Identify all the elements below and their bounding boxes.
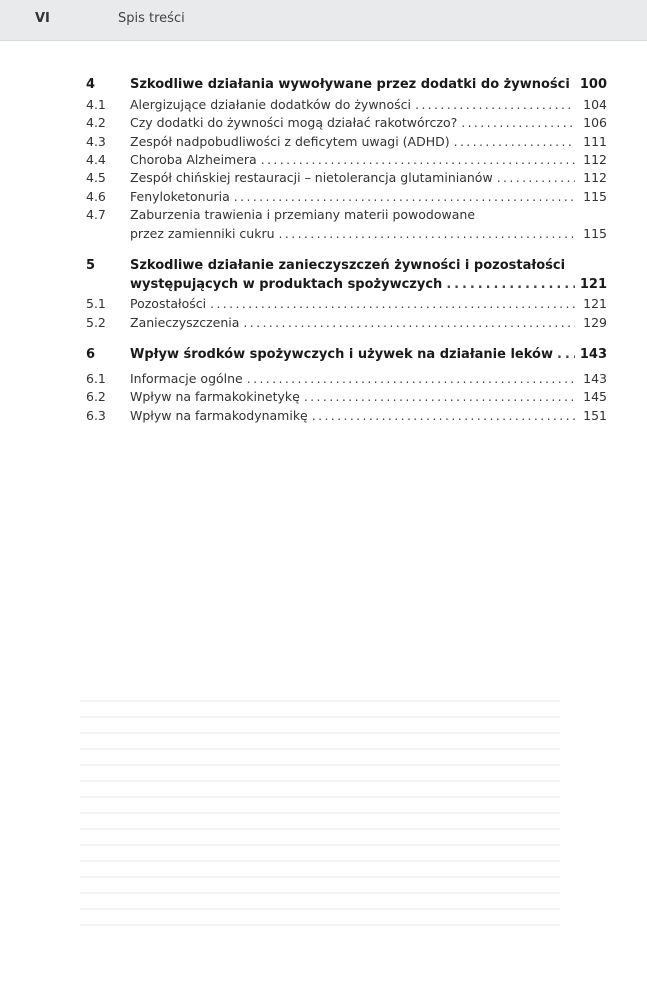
toc-entry xyxy=(86,225,607,243)
toc-page-number: 112 xyxy=(583,170,607,185)
toc-entry-number: 4.4 xyxy=(86,152,106,167)
toc-entry-title: Choroba Alzheimera xyxy=(130,152,257,167)
toc-entry-number: 5.2 xyxy=(86,315,106,330)
toc-page-number: 143 xyxy=(583,371,607,386)
toc-entry xyxy=(86,314,607,332)
toc-entry-title: Fenyloketonuria xyxy=(130,189,230,204)
toc-entry-title: Zanieczyszczenia xyxy=(130,315,240,330)
toc-entry-number: 6 xyxy=(86,347,96,362)
toc-entry-title: Szkodliwe działania wywoływane przez dodatki do żywności xyxy=(130,77,570,92)
toc-page-number: 145 xyxy=(583,389,607,404)
toc-entry-number: 4.2 xyxy=(86,115,106,130)
toc-page-number: 115 xyxy=(583,189,607,204)
toc-entry-title: Wpływ na farmakokinetykę xyxy=(130,389,300,404)
toc-entry-title: Wpływ środków spożywczych i używek na działanie leków xyxy=(130,347,553,362)
toc-entry xyxy=(86,407,607,425)
toc-entry-title: Zespół nadpobudliwości z deficytem uwagi (ADHD) xyxy=(130,134,450,149)
toc-leader-dots xyxy=(243,314,575,332)
toc-entry xyxy=(86,388,607,406)
toc-entry-number: 5 xyxy=(86,258,96,273)
toc-entry-title: Szkodliwe działanie zanieczyszczeń żywności i pozostałości xyxy=(130,258,566,273)
toc-entry xyxy=(86,151,607,169)
toc-page-number: 100 xyxy=(579,77,607,92)
toc-entry-number: 6.3 xyxy=(86,408,106,423)
toc-entry xyxy=(86,96,607,114)
toc-chapter-entry xyxy=(86,346,607,364)
toc-entry xyxy=(86,169,607,187)
toc-leader-dots xyxy=(446,276,575,294)
page-folio: VI xyxy=(35,11,50,26)
toc-entry-title: Alergizujące działanie dodatków do żywności xyxy=(130,97,411,112)
toc-entry-title: Wpływ na farmakodynamikę xyxy=(130,408,308,423)
toc-entry-title: przez zamienniki cukru xyxy=(130,226,275,241)
toc-entry-number: 4.5 xyxy=(86,170,106,185)
toc-leader-dots xyxy=(454,133,575,151)
toc-page-number: 115 xyxy=(583,226,607,241)
toc-page-number: 111 xyxy=(583,134,607,149)
page-header-band xyxy=(0,0,647,41)
toc-entry-number: 4 xyxy=(86,77,96,92)
toc-leader-dots xyxy=(210,295,575,313)
toc-chapter-entry xyxy=(86,276,607,294)
toc-entry xyxy=(86,188,607,206)
toc-entry xyxy=(86,295,607,313)
toc-entry-title: Zespół chińskiej restauracji – nietolerancja glutaminianów xyxy=(130,170,493,185)
toc-leader-dots xyxy=(415,96,575,114)
toc-entry-number: 4.7 xyxy=(86,207,106,222)
toc-page-number: 151 xyxy=(583,408,607,423)
toc-entry-number: 4.6 xyxy=(86,189,106,204)
toc-entry xyxy=(86,133,607,151)
toc-leader-dots xyxy=(247,370,575,388)
toc-entry xyxy=(86,370,607,388)
toc-leader-dots xyxy=(279,225,575,243)
toc-page-number: 104 xyxy=(583,97,607,112)
toc-page-number: 112 xyxy=(583,152,607,167)
toc-leader-dots xyxy=(261,151,575,169)
toc-leader-dots xyxy=(304,388,575,406)
toc-page-number: 121 xyxy=(583,296,607,311)
toc-entry-title: Czy dodatki do żywności mogą działać rakotwórczo? xyxy=(130,115,458,130)
toc-page-number: 106 xyxy=(583,115,607,130)
toc-page-number: 129 xyxy=(583,315,607,330)
toc-entry-number: 4.3 xyxy=(86,134,106,149)
toc-leader-dots xyxy=(234,188,575,206)
toc-chapter-entry xyxy=(86,76,607,94)
running-head: Spis treści xyxy=(118,11,185,26)
toc-entry-title: Informacje ogólne xyxy=(130,371,243,386)
toc-leader-dots xyxy=(557,346,575,364)
toc-entry-number: 5.1 xyxy=(86,296,106,311)
toc-entry-title: Pozostałości xyxy=(130,296,207,311)
toc-entry xyxy=(86,114,607,132)
toc-page-number: 121 xyxy=(579,277,607,292)
toc-entry-title: Zaburzenia trawienia i przemiany materii powodowane xyxy=(130,207,476,222)
toc-page-number: 143 xyxy=(579,347,607,362)
toc-leader-dots xyxy=(312,407,575,425)
show-through-text xyxy=(80,700,560,930)
toc-chapter-entry xyxy=(86,257,607,275)
toc-entry-number: 4.1 xyxy=(86,97,106,112)
toc-leader-dots xyxy=(497,169,575,187)
toc-entry-number: 6.1 xyxy=(86,371,106,386)
toc-entry xyxy=(86,206,607,224)
toc-entry-number: 6.2 xyxy=(86,389,106,404)
toc-entry-title: występujących w produktach spożywczych xyxy=(130,277,443,292)
toc-leader-dots xyxy=(461,114,575,132)
toc-leader-dots xyxy=(574,76,575,94)
